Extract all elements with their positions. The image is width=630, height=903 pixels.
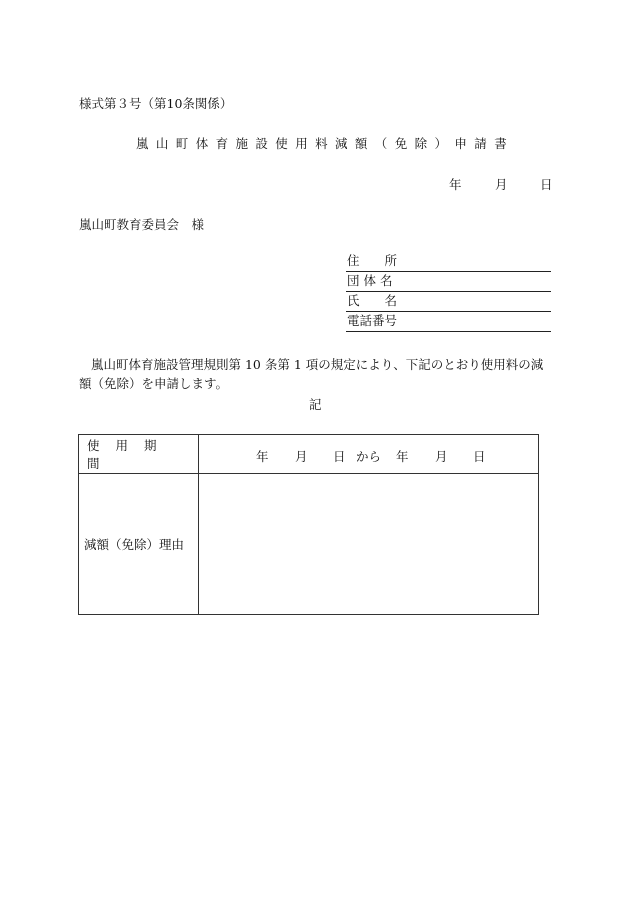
form-number: 様式第３号（第10条関係） — [79, 96, 233, 111]
reason-row — [79, 474, 539, 615]
organization-field[interactable] — [346, 274, 551, 292]
phone-label: 電話番号 — [347, 313, 398, 328]
from-year-label: 年 — [256, 449, 269, 464]
date-month-label: 月 — [495, 177, 508, 192]
date-year-label: 年 — [449, 177, 462, 192]
from-month-label: 月 — [295, 449, 308, 464]
usage-period-cell[interactable] — [199, 435, 539, 474]
addressee: 嵐山町教育委員会 様 — [79, 217, 205, 232]
reason-label: 減額（免除）理由 — [79, 474, 199, 615]
date-day-label: 日 — [540, 177, 553, 192]
organization-label: 団 体 名 — [347, 273, 393, 288]
name-label: 氏 名 — [347, 293, 398, 308]
reason-cell[interactable] — [199, 474, 539, 615]
from-day-label: 日 — [333, 449, 346, 464]
to-day-label: 日 — [473, 449, 486, 464]
application-statement: 嵐山町体育施設管理規則第 10 条第 1 項の規定により、下記のとおり使用料の減額（免除）を申請します。 — [79, 357, 544, 391]
address-label: 住 所 — [347, 253, 398, 268]
address-field[interactable] — [346, 254, 551, 272]
application-table — [78, 434, 539, 615]
date-line — [0, 178, 630, 192]
form-title: 嵐山町体育施設使用料減額（免除）申請書 — [136, 136, 515, 151]
to-year-label: 年 — [396, 449, 409, 464]
ki-heading: 記 — [309, 397, 322, 412]
to-month-label: 月 — [435, 449, 448, 464]
usage-period-label: 使用期間 — [79, 435, 199, 474]
kara-label: から — [356, 449, 382, 464]
name-field[interactable] — [346, 294, 551, 312]
phone-field[interactable] — [346, 314, 551, 332]
usage-period-row — [79, 435, 539, 474]
